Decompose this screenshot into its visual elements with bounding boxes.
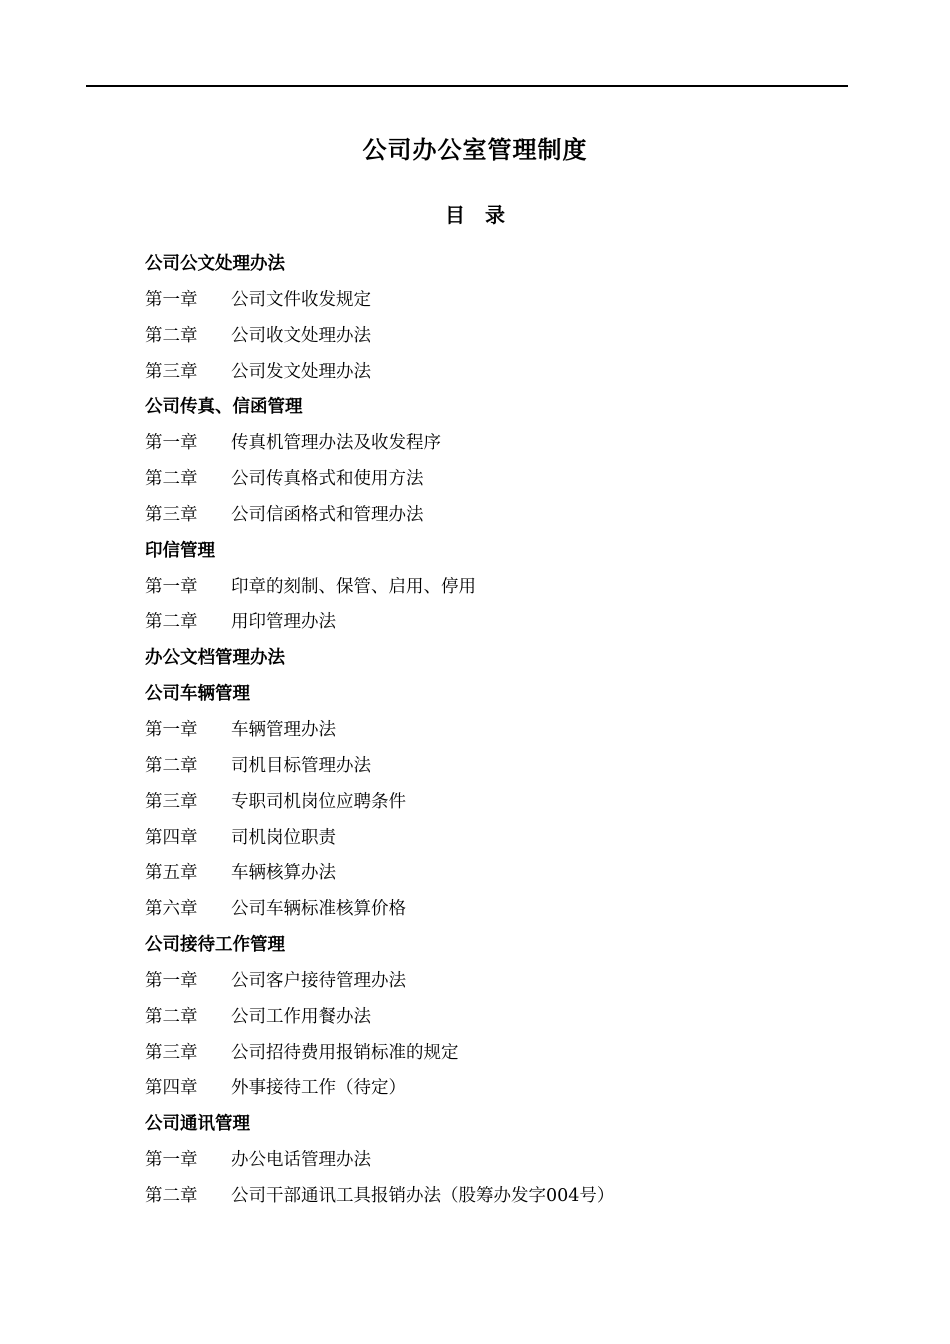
toc-chapter-entry [145,1143,865,1179]
toc-chapter-entry [145,713,865,749]
chapter-number: 第一章 [145,1150,198,1171]
chapter-title: 公司客户接待管理办法 [231,970,406,991]
table-of-contents [145,247,865,1215]
toc-chapter-entry [145,283,865,319]
chapter-title: 公司信函格式和管理办法 [231,504,424,525]
chapter-title: 公司收文处理办法 [231,325,371,346]
toc-heading: 目 录 [445,203,505,227]
chapter-number: 第一章 [145,289,198,310]
chapter-number: 第二章 [145,755,198,776]
chapter-number: 第二章 [145,612,198,633]
toc-chapter-entry [145,785,865,821]
chapter-number: 第四章 [145,827,198,848]
toc-section-heading: 公司公文处理办法 [145,254,285,274]
toc-chapter-entry [145,426,865,462]
chapter-number: 第三章 [145,504,198,525]
chapter-number: 第五章 [145,863,198,884]
chapter-number: 第六章 [145,899,198,920]
chapter-number: 第三章 [145,791,198,812]
toc-chapter-entry [145,1179,865,1215]
chapter-number: 第一章 [145,719,198,740]
chapter-number: 第三章 [145,1042,198,1063]
chapter-number: 第一章 [145,970,198,991]
chapter-title: 外事接待工作（待定） [231,1078,406,1099]
toc-chapter-entry [145,821,865,857]
toc-chapter-entry [145,856,865,892]
toc-section-heading: 公司传真、信函管理 [145,397,303,418]
chapter-number: 第二章 [145,1185,198,1206]
chapter-title: 专职司机岗位应聘条件 [231,791,406,812]
chapter-number: 第二章 [145,469,198,490]
toc-chapter-entry [145,1000,865,1036]
toc-chapter-entry [145,462,865,498]
chapter-title: 公司传真格式和使用方法 [231,469,424,490]
toc-chapter-entry [145,1071,865,1107]
chapter-title: 印章的刻制、保管、启用、停用 [231,576,476,597]
toc-section-heading: 公司车辆管理 [145,684,250,705]
toc-chapter-entry [145,319,865,355]
toc-section-heading: 公司通讯管理 [145,1114,250,1135]
chapter-title: 车辆管理办法 [231,719,336,740]
chapter-title: 公司工作用餐办法 [231,1006,371,1027]
toc-chapter-entry [145,892,865,928]
chapter-title: 公司车辆标准核算价格 [231,899,406,920]
chapter-number: 第一章 [145,576,198,597]
toc-chapter-entry [145,355,865,391]
toc-chapter-entry [145,498,865,534]
header-rule [86,85,848,87]
chapter-number: 第四章 [145,1078,198,1099]
toc-chapter-entry [145,1036,865,1072]
chapter-title: 司机岗位职责 [231,827,336,848]
chapter-title: 车辆核算办法 [231,863,336,884]
chapter-title: 公司文件收发规定 [231,289,371,310]
toc-section-heading: 办公文档管理办法 [145,648,285,669]
toc-chapter-entry [145,964,865,1000]
toc-section-heading: 公司接待工作管理 [145,935,285,956]
chapter-title: 公司发文处理办法 [231,361,371,382]
chapter-title: 司机目标管理办法 [231,755,371,776]
chapter-title: 公司干部通讯工具报销办法（股筹办发字004号） [231,1185,615,1206]
chapter-title: 传真机管理办法及收发程序 [231,433,441,454]
toc-chapter-entry [145,570,865,606]
chapter-number: 第一章 [145,433,198,454]
document-title: 公司办公室管理制度 [362,136,588,164]
chapter-number: 第二章 [145,325,198,346]
toc-section-heading: 印信管理 [145,540,215,561]
toc-chapter-entry [145,605,865,641]
chapter-title: 用印管理办法 [231,612,336,633]
chapter-number: 第二章 [145,1006,198,1027]
chapter-title: 办公电话管理办法 [231,1150,371,1171]
toc-chapter-entry [145,749,865,785]
chapter-title: 公司招待费用报销标准的规定 [231,1042,459,1063]
chapter-number: 第三章 [145,361,198,382]
